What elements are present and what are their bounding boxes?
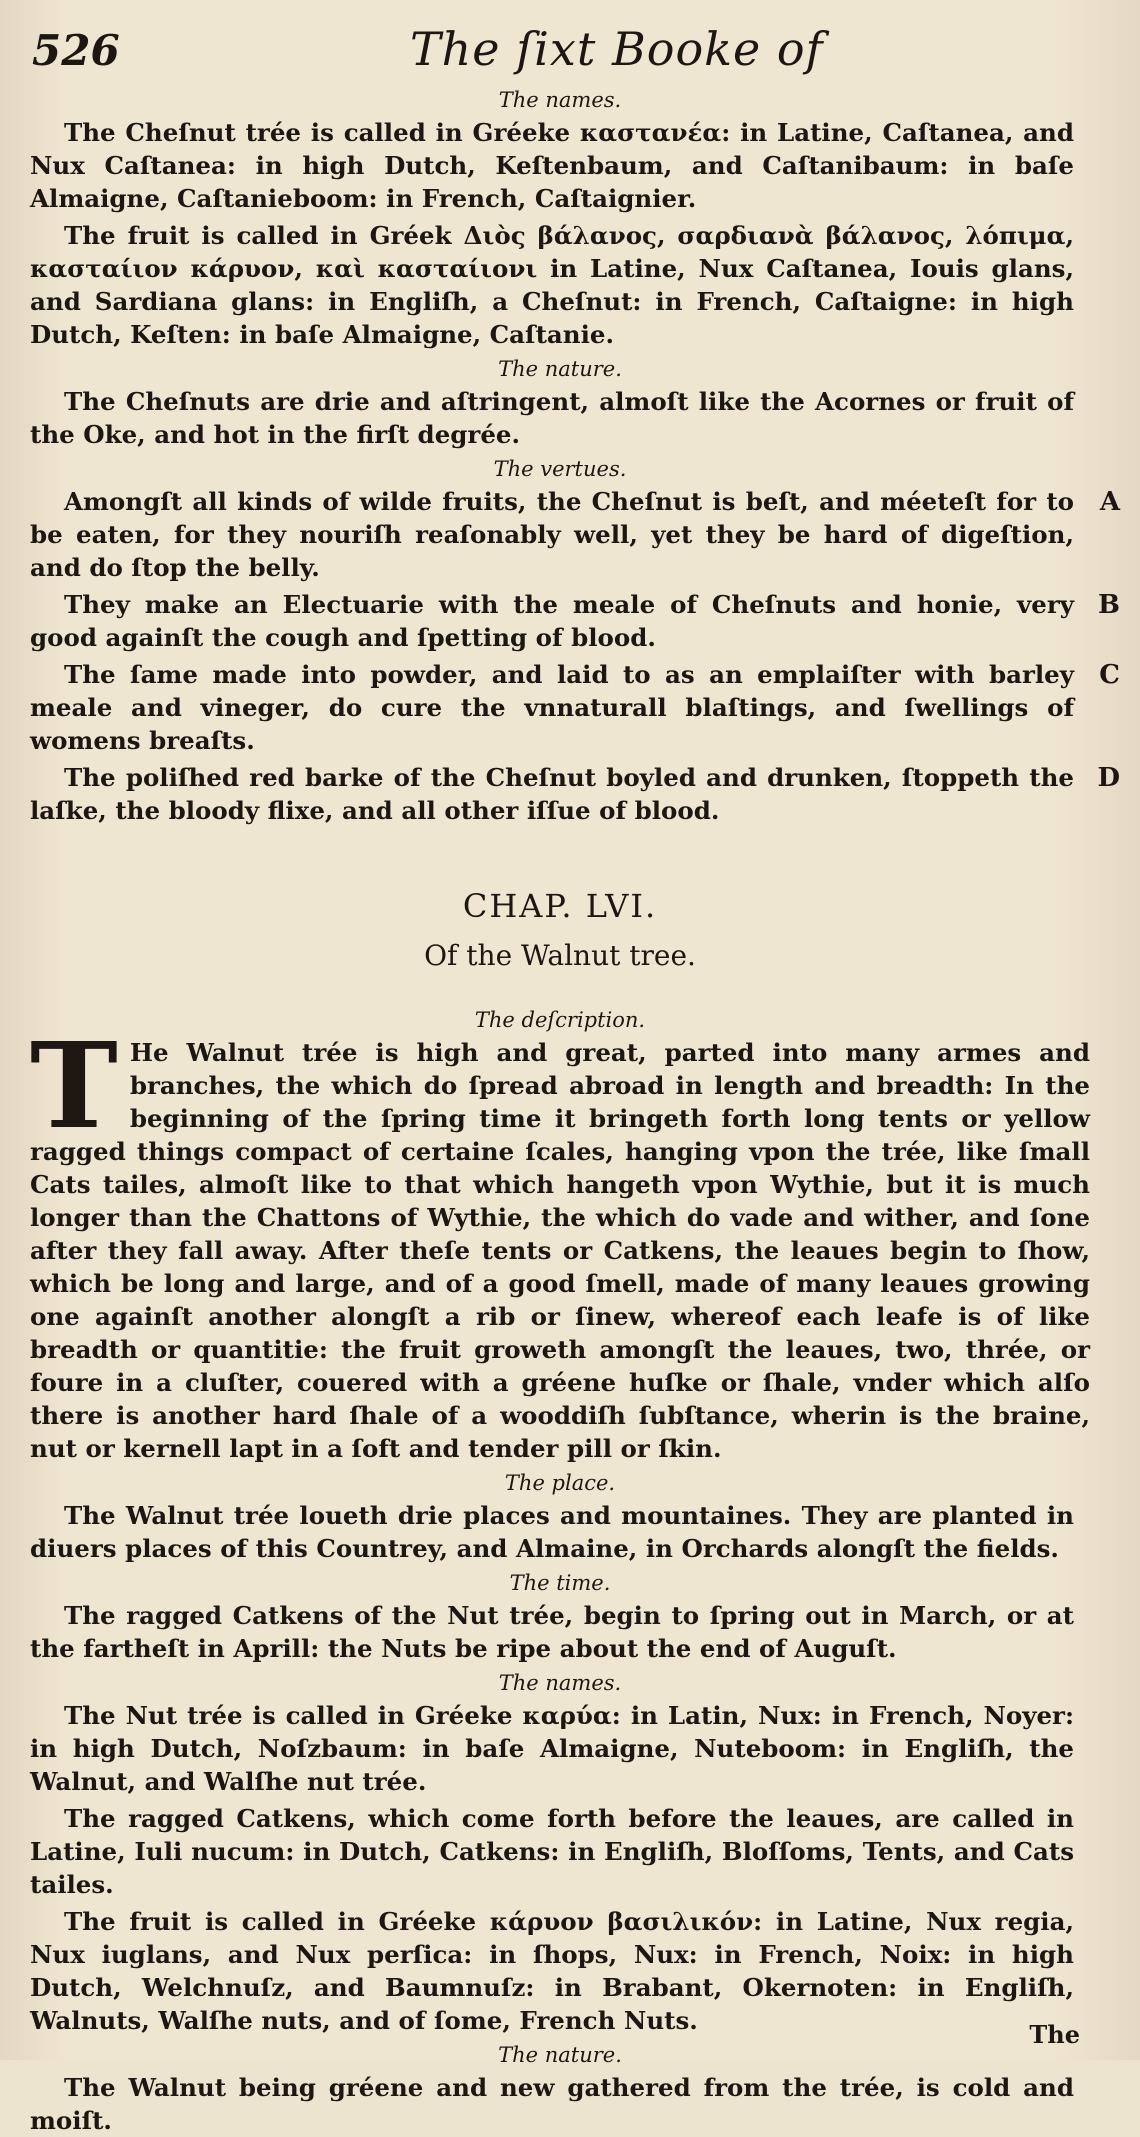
- paragraph-entry: [30, 1499, 1090, 1565]
- paragraph-text: The poliſhed red barke of the Cheſnut boyled and drunken, ſtoppeth the laſke, the bloody flixe, and all other iſſue of blood.: [30, 763, 1074, 825]
- chapter-title: CHAP. LVI.: [462, 887, 658, 925]
- margin-letter: A: [1099, 487, 1120, 517]
- paragraph-text: The Cheſnuts are drie and aſtringent, almoſt like the Acornes or fruit of the Oke, and hot in the firſt degrée.: [30, 387, 1074, 449]
- paragraph-text: They make an Electuarie with the meale of Cheſnuts and honie, very good againſt the cough and ſpetting of blood.: [30, 590, 1074, 652]
- catchword: The: [1029, 2020, 1080, 2049]
- paragraph-entry: [30, 658, 1120, 757]
- paragraph-text: Amongſt all kinds of wilde fruits, the Cheſnut is beſt, and méeteſt for to be eaten, for they nouriſh reaſonably well, yet they be hard of digeſtion, and do ſtop the belly.: [30, 487, 1074, 582]
- running-title: The ſixt Booke of: [410, 22, 824, 76]
- paragraph-text: The Walnut trée loueth drie places and mountaines. They are planted in diuers places of this Countrey, and Almaine, in Orchards alongſt the fields.: [30, 1501, 1074, 1563]
- paragraph-text: The fruit is called in Gréeke κάρυον βασιλικόν: in Latine, Nux regia, Nux iuglans, and Nux perſica: in ſhops, Nux: in French, Noix: in high Dutch, Welchnuſz, and Baumnuſz: in Brabant, Okernoten: in Engliſh, Walnuts, Walſhe nuts, and of ſome, French Nuts.: [30, 1907, 1074, 2035]
- margin-letter: B: [1098, 590, 1120, 620]
- paragraph-entry: [30, 385, 1090, 451]
- section-heading: The nature.: [498, 2043, 622, 2067]
- paragraph-entry: [30, 1599, 1090, 1665]
- paragraph-text: The Cheſnut trée is called in Gréeke καστανέα: in Latine, Caſtanea, and Nux Caſtanea: in high Dutch, Keſtenbaum, and Caſtanibaum: in baſe Almaigne, Caſtanieboom: in French, Caſtaignier.: [30, 118, 1074, 213]
- paragraph-entry: [30, 761, 1120, 827]
- section-heading: The vertues.: [493, 457, 627, 481]
- chapter-subtitle: Of the Walnut tree.: [424, 939, 696, 972]
- section-heading: The names.: [498, 88, 622, 112]
- paragraph-text: The Walnut being gréene and new gathered from the trée, is cold and moiſt.: [30, 2073, 1074, 2135]
- paragraph-entry: [30, 2071, 1090, 2137]
- chestnut-section: [30, 88, 1120, 827]
- page-number: 526: [32, 26, 120, 75]
- section-heading: The place.: [504, 1471, 616, 1495]
- description-text: He Walnut trée is high and great, parted into many armes and branches, the which do ſpread abroad in length and breadth: In the beginning of the ſpring time it bringeth forth long tents or yellow ragged things compact of certaine ſcales, hanging vpon the trée, like ſmall Cats tailes, almoſt like to that which hangeth vpon Wythie, but it is much longer than the Chattons of Wythie, the which do vade and wither, and ſone after they fall away. After theſe tents or Catkens, the leaues begin to ſhow, which be long and large, and of a good ſmell, made of many leaues growing one againſt another alongſt a rib or ſinew, whereof each leafe is of like breadth or quantitie: the fruit groweth amongſt the leaues, two, thrée, or foure in a cluſter, couered with a gréene huſke or ſhale, vnder which alſo there is another hard ſhale of a wooddiſh ſubſtance, wherin is the braine, nut or kernell lapt in a ſoft and tender pill or ſkin.: [30, 1038, 1090, 1463]
- walnut-section: [30, 1471, 1090, 2137]
- paragraph-entry: [30, 116, 1090, 215]
- paragraph-text: The ſame made into powder, and laid to as an emplaiſter with barley meale and vineger, do cure the vnnaturall blaſtings, and ſwellings of womens breaſts.: [30, 660, 1074, 755]
- paragraph-entry: [30, 1905, 1090, 2037]
- paragraph-text: The fruit is called in Gréek Διὸς βάλανος, σαρδιανὰ βάλανος, λόπιμα, κασταίιον κάρυον, καὶ κασταίιονι in Latine, Nux Caſtanea, Iouis glans, and Sardiana glans: in Engliſh, a Cheſnut: in French, Caſtaigne: in high Dutch, Keſten: in baſe Almaigne, Caſtanie.: [30, 221, 1074, 349]
- section-heading: The names.: [498, 1671, 622, 1695]
- section-heading: The nature.: [498, 357, 622, 381]
- paragraph-entry: [30, 1802, 1090, 1901]
- paragraph-text: The ragged Catkens, which come forth before the leaues, are called in Latine, Iuli nucum: in Dutch, Catkens: in Engliſh, Bloſſoms, Tents, and Cats tailes.: [30, 1804, 1074, 1899]
- drop-cap: T: [30, 1016, 118, 1155]
- paragraph-text: The Nut trée is called in Gréeke καρύα: in Latin, Nux: in French, Noyer: in high Dutch, Noſzbaum: in baſe Almaigne, Nuteboom: in Engliſh, the Walnut, and Walſhe nut trée.: [30, 1701, 1074, 1796]
- section-heading: The time.: [509, 1571, 611, 1595]
- margin-letter: D: [1097, 763, 1120, 793]
- paragraph-text: The ragged Catkens of the Nut trée, begin to ſpring out in March, or at the fartheſt in Aprill: the Nuts be ripe about the end of Auguſt.: [30, 1601, 1074, 1663]
- margin-letter: C: [1099, 660, 1120, 690]
- page-header: [30, 22, 1090, 82]
- paragraph-entry: [30, 219, 1090, 351]
- paragraph-entry: [30, 588, 1120, 654]
- paragraph-entry: [30, 485, 1120, 584]
- description-heading: The deſcription.: [474, 1008, 646, 1032]
- paragraph-entry: [30, 1699, 1090, 1798]
